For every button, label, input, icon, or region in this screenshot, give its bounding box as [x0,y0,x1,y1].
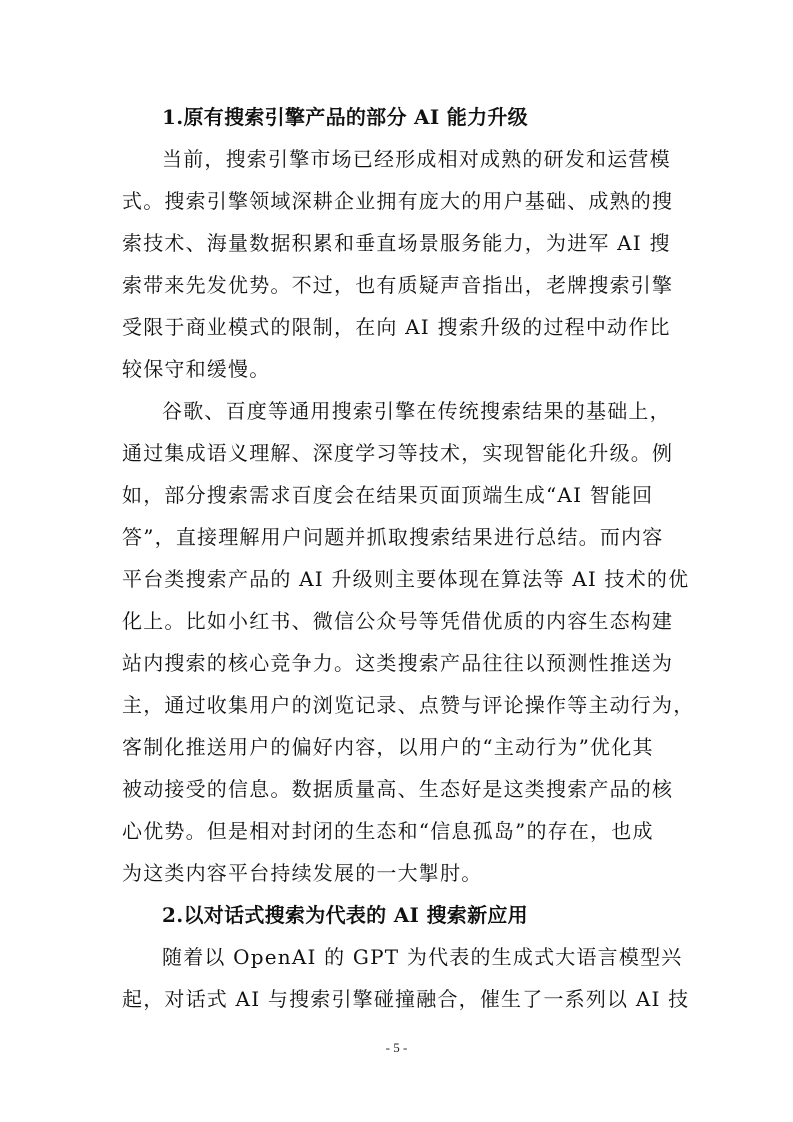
page-number: - 5 - [385,1040,408,1055]
text-line: 站内搜索的核心竞争力。这类搜索产品往往以预测性推送为 [122,651,674,675]
text-line: 较保守和缓慢。 [122,357,271,381]
text-line: 为这类内容平台持续发展的一大掣肘。 [122,861,483,885]
text-line: 索技术、海量数据积累和垂直场景服务能力，为进军 AI 搜 [122,231,671,255]
text-line: 如，部分搜索需求百度会在结果页面顶端生成“AI 智能回 [122,483,654,507]
paragraph-1-1 [122,138,672,390]
section-heading-1: 1.原有搜索引擎产品的部分 AI 能力升级 [162,105,528,129]
text-line: 谷歌、百度等通用搜索引擎在传统搜索结果的基础上， [162,399,671,423]
text-line: 式。搜索引擎领域深耕企业拥有庞大的用户基础、成熟的搜 [122,189,674,213]
section-heading-2: 2.以对话式搜索为代表的 AI 搜索新应用 [162,903,528,927]
text-line: 随着以 OpenAI 的 GPT 为代表的生成式大语言模型兴 [162,945,683,969]
text-line: 心优势。但是相对封闭的生态和“信息孤岛”的存在，也成 [122,819,654,843]
text-line: 起，对话式 AI 与搜索引擎碰撞融合，催生了一系列以 AI 技 [122,987,690,1011]
text-line: 索带来先发优势。不过，也有质疑声音指出，老牌搜索引擎 [122,273,674,297]
text-line: 答”，直接理解用户问题并抓取搜索结果进行总结。而内容 [122,525,664,549]
text-line: 当前，搜索引擎市场已经形成相对成熟的研发和运营模 [162,147,671,171]
text-line: 被动接受的信息。数据质量高、生态好是这类搜索产品的核 [122,777,674,801]
document-body [122,96,695,1020]
text-line: 化上。比如小红书、微信公众号等凭借优质的内容生态构建 [122,609,674,633]
paragraph-2-1 [122,936,690,1020]
text-line: 通过集成语义理解、深度学习等技术，实现智能化升级。例 [122,441,674,465]
text-line: 客制化推送用户的偏好内容，以用户的“主动行为”优化其 [122,735,654,759]
text-line: 受限于商业模式的限制，在向 AI 搜索升级的过程中动作比 [122,315,671,339]
text-line: 平台类搜索产品的 AI 升级则主要体现在算法等 AI 技术的优 [122,567,690,591]
paragraph-1-2 [122,390,695,894]
text-line: 主，通过收集用户的浏览记录、点赞与评论操作等主动行为， [122,693,695,717]
